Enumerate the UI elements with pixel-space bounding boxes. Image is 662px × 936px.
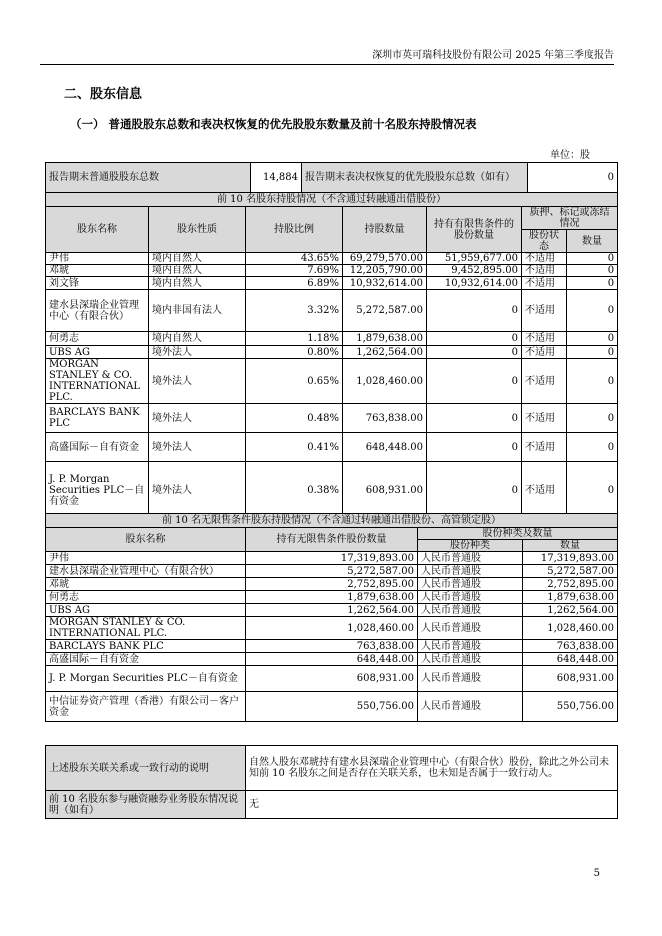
shareholder-name: J. P. Morgan Securities PLC－自有资金 — [46, 666, 246, 692]
pledge-quantity: 0 — [567, 433, 618, 462]
unrestricted-quantity: 17,319,893.00 — [246, 552, 418, 565]
shareholder-nature: 境内自然人 — [149, 265, 246, 277]
table-row — [46, 692, 618, 722]
holding-quantity: 10,932,614.00 — [343, 277, 427, 290]
shareholder-name: UBS AG — [46, 346, 149, 359]
shareholder-nature: 境外法人 — [149, 404, 246, 433]
table-row — [46, 290, 618, 332]
share-quantity: 1,879,638.00 — [523, 591, 618, 604]
share-quantity: 608,931.00 — [523, 666, 618, 692]
share-quantity: 17,319,893.00 — [523, 552, 618, 565]
shareholder-name: 高盛国际－自有资金 — [46, 653, 246, 666]
pledge-quantity: 0 — [567, 332, 618, 346]
holding-quantity: 12,205,790.00 — [343, 265, 427, 277]
shareholder-name: 尹伟 — [46, 253, 149, 265]
top10-title: 前 10 名股东持股情况（不含通过转融通出借股份） — [46, 193, 618, 207]
unres-header-type-group: 股份种类及数量 — [418, 528, 618, 540]
holding-quantity: 763,838.00 — [343, 404, 427, 433]
share-type: 人民币普通股 — [418, 552, 523, 565]
table-row — [46, 277, 618, 290]
share-type: 人民币普通股 — [418, 578, 523, 591]
share-type: 人民币普通股 — [418, 653, 523, 666]
pledge-quantity: 0 — [567, 462, 618, 520]
unrestricted-quantity: 1,028,460.00 — [246, 617, 418, 640]
shareholder-nature: 境外法人 — [149, 462, 246, 520]
pledge-status: 不适用 — [522, 253, 567, 265]
holding-quantity: 608,931.00 — [343, 462, 427, 520]
pledge-status: 不适用 — [522, 404, 567, 433]
table-row — [46, 565, 618, 578]
pledge-status: 不适用 — [522, 359, 567, 404]
pledge-status: 不适用 — [522, 346, 567, 359]
unres-header-qty: 数量 — [523, 540, 618, 552]
holding-quantity: 648,448.00 — [343, 433, 427, 462]
holding-ratio: 43.65% — [246, 253, 343, 265]
restricted-quantity: 0 — [427, 462, 522, 520]
top10-shareholders-table — [45, 192, 618, 520]
pledge-quantity: 0 — [567, 404, 618, 433]
table-row — [46, 578, 618, 591]
pledge-status: 不适用 — [522, 265, 567, 277]
pledge-status: 不适用 — [522, 290, 567, 332]
restricted-quantity: 0 — [427, 404, 522, 433]
shareholder-nature: 境外法人 — [149, 359, 246, 404]
pledge-status: 不适用 — [522, 332, 567, 346]
table-row — [46, 653, 618, 666]
restricted-quantity: 10,932,614.00 — [427, 277, 522, 290]
table-row — [46, 332, 618, 346]
margin-text: 无 — [246, 791, 618, 819]
restricted-quantity: 9,452,895.00 — [427, 265, 522, 277]
shareholder-name: 尹伟 — [46, 552, 246, 565]
col-header-pledge-status: 股份状态 — [522, 230, 567, 253]
share-quantity: 1,028,460.00 — [523, 617, 618, 640]
pledge-quantity: 0 — [567, 290, 618, 332]
holding-quantity: 1,028,460.00 — [343, 359, 427, 404]
holding-ratio: 0.65% — [246, 359, 343, 404]
holding-ratio: 7.69% — [246, 265, 343, 277]
subsection-title: （一） 普通股股东总数和表决权恢复的优先股股东数量及前十名股东持股情况表 — [70, 117, 477, 131]
table-row — [46, 591, 618, 604]
shareholder-nature: 境外法人 — [149, 346, 246, 359]
share-quantity: 648,448.00 — [523, 653, 618, 666]
preferred-holders-value: 0 — [528, 163, 618, 193]
unrestricted-shareholders-table — [45, 513, 618, 722]
share-type: 人民币普通股 — [418, 692, 523, 722]
restricted-quantity: 0 — [427, 332, 522, 346]
shareholder-nature: 境内非国有法人 — [149, 290, 246, 332]
col-header-nature: 股东性质 — [149, 207, 246, 253]
common-holders-value: 14,884 — [251, 163, 302, 193]
shareholder-name: 刘文锋 — [46, 277, 149, 290]
unrestricted-quantity: 763,838.00 — [246, 640, 418, 653]
shareholder-name: UBS AG — [46, 604, 246, 617]
page-header: 深圳市英可瑞科技股份有限公司 2025 年第三季度报告 — [40, 46, 614, 65]
table-row — [46, 640, 618, 653]
table-row — [46, 462, 618, 520]
shareholder-nature: 境内自然人 — [149, 277, 246, 290]
share-type: 人民币普通股 — [418, 617, 523, 640]
holding-ratio: 6.89% — [246, 277, 343, 290]
related-label: 上述股东关联关系或一致行动的说明 — [46, 746, 246, 791]
col-header-ratio: 持股比例 — [246, 207, 343, 253]
share-type: 人民币普通股 — [418, 565, 523, 578]
shareholder-summary-table — [45, 162, 618, 193]
unres-header-quantity: 持有无限售条件股份数量 — [246, 528, 418, 552]
holding-ratio: 0.80% — [246, 346, 343, 359]
notes-table — [45, 745, 618, 819]
unrestricted-quantity: 1,879,638.00 — [246, 591, 418, 604]
shareholder-name: 邓琥 — [46, 578, 246, 591]
unrestricted-quantity: 550,756.00 — [246, 692, 418, 722]
restricted-quantity: 0 — [427, 359, 522, 404]
table-row — [46, 433, 618, 462]
pledge-status: 不适用 — [522, 277, 567, 290]
restricted-quantity: 0 — [427, 290, 522, 332]
share-type: 人民币普通股 — [418, 640, 523, 653]
holding-ratio: 0.38% — [246, 462, 343, 520]
table-row — [46, 617, 618, 640]
unit-label: 单位：股 — [550, 150, 590, 161]
restricted-quantity: 0 — [427, 346, 522, 359]
holding-quantity: 1,262,564.00 — [343, 346, 427, 359]
unrestricted-quantity: 648,448.00 — [246, 653, 418, 666]
preferred-holders-label: 报告期末表决权恢复的优先股股东总数（如有） — [302, 163, 528, 193]
pledge-status: 不适用 — [522, 433, 567, 462]
table-row — [46, 253, 618, 265]
related-text: 自然人股东邓琥持有建水县深瑞企业管理中心（有限合伙）股份，除此之外公司未知前 10 名股东之间是否存在关联关系，也未知是否属于一致行动人。 — [246, 746, 618, 791]
col-header-restricted: 持有有限售条件的股份数量 — [427, 207, 522, 253]
pledge-quantity: 0 — [567, 346, 618, 359]
shareholder-name: J. P. Morgan Securities PLC－自有资金 — [46, 462, 149, 520]
pledge-quantity: 0 — [567, 277, 618, 290]
holding-ratio: 0.48% — [246, 404, 343, 433]
holding-quantity: 1,879,638.00 — [343, 332, 427, 346]
pledge-quantity: 0 — [567, 359, 618, 404]
page-number: 5 — [593, 868, 600, 879]
restricted-quantity: 0 — [427, 433, 522, 462]
restricted-quantity: 51,959,677.00 — [427, 253, 522, 265]
unrestricted-quantity: 5,272,587.00 — [246, 565, 418, 578]
table-row — [46, 359, 618, 404]
table-row — [46, 604, 618, 617]
holding-ratio: 3.32% — [246, 290, 343, 332]
shareholder-nature: 境内自然人 — [149, 253, 246, 265]
col-header-name: 股东名称 — [46, 207, 149, 253]
table-row — [46, 404, 618, 433]
share-quantity: 550,756.00 — [523, 692, 618, 722]
col-header-quantity: 持股数量 — [343, 207, 427, 253]
shareholder-name: 何勇志 — [46, 332, 149, 346]
unrestricted-title: 前 10 名无限售条件股东持股情况（不含通过转融通出借股份、高管锁定股） — [46, 514, 618, 528]
unres-header-type: 股份种类 — [418, 540, 523, 552]
table-row — [46, 346, 618, 359]
shareholder-name: 建水县深瑞企业管理中心（有限合伙） — [46, 290, 149, 332]
shareholder-name: MORGAN STANLEY & CO. INTERNATIONAL PLC. — [46, 617, 246, 640]
table-row — [46, 265, 618, 277]
pledge-quantity: 0 — [567, 265, 618, 277]
share-type: 人民币普通股 — [418, 604, 523, 617]
unrestricted-quantity: 608,931.00 — [246, 666, 418, 692]
holding-ratio: 0.41% — [246, 433, 343, 462]
pledge-quantity: 0 — [567, 253, 618, 265]
unres-header-name: 股东名称 — [46, 528, 246, 552]
table-row — [46, 552, 618, 565]
shareholder-name: 高盛国际－自有资金 — [46, 433, 149, 462]
holding-ratio: 1.18% — [246, 332, 343, 346]
holding-quantity: 69,279,570.00 — [343, 253, 427, 265]
shareholder-name: MORGAN STANLEY & CO. INTERNATIONAL PLC. — [46, 359, 149, 404]
col-header-pledge-qty: 数量 — [567, 230, 618, 253]
share-type: 人民币普通股 — [418, 591, 523, 604]
share-quantity: 763,838.00 — [523, 640, 618, 653]
share-quantity: 5,272,587.00 — [523, 565, 618, 578]
share-quantity: 2,752,895.00 — [523, 578, 618, 591]
shareholder-nature: 境内自然人 — [149, 332, 246, 346]
col-header-pledge-group: 质押、标记或冻结情况 — [522, 207, 618, 230]
share-type: 人民币普通股 — [418, 666, 523, 692]
holding-quantity: 5,272,587.00 — [343, 290, 427, 332]
common-holders-label: 报告期末普通股股东总数 — [46, 163, 251, 193]
unrestricted-quantity: 1,262,564.00 — [246, 604, 418, 617]
unrestricted-quantity: 2,752,895.00 — [246, 578, 418, 591]
margin-label: 前 10 名股东参与融资融券业务股东情况说明（如有） — [46, 791, 246, 819]
table-row — [46, 666, 618, 692]
share-quantity: 1,262,564.00 — [523, 604, 618, 617]
shareholder-name: BARCLAYS BANK PLC — [46, 404, 149, 433]
shareholder-name: 邓琥 — [46, 265, 149, 277]
shareholder-name: 中信证券资产管理（香港）有限公司－客户资金 — [46, 692, 246, 722]
pledge-status: 不适用 — [522, 462, 567, 520]
shareholder-name: 何勇志 — [46, 591, 246, 604]
shareholder-nature: 境外法人 — [149, 433, 246, 462]
section-title: 二、股东信息 — [64, 87, 143, 102]
shareholder-name: BARCLAYS BANK PLC — [46, 640, 246, 653]
shareholder-name: 建水县深瑞企业管理中心（有限合伙） — [46, 565, 246, 578]
